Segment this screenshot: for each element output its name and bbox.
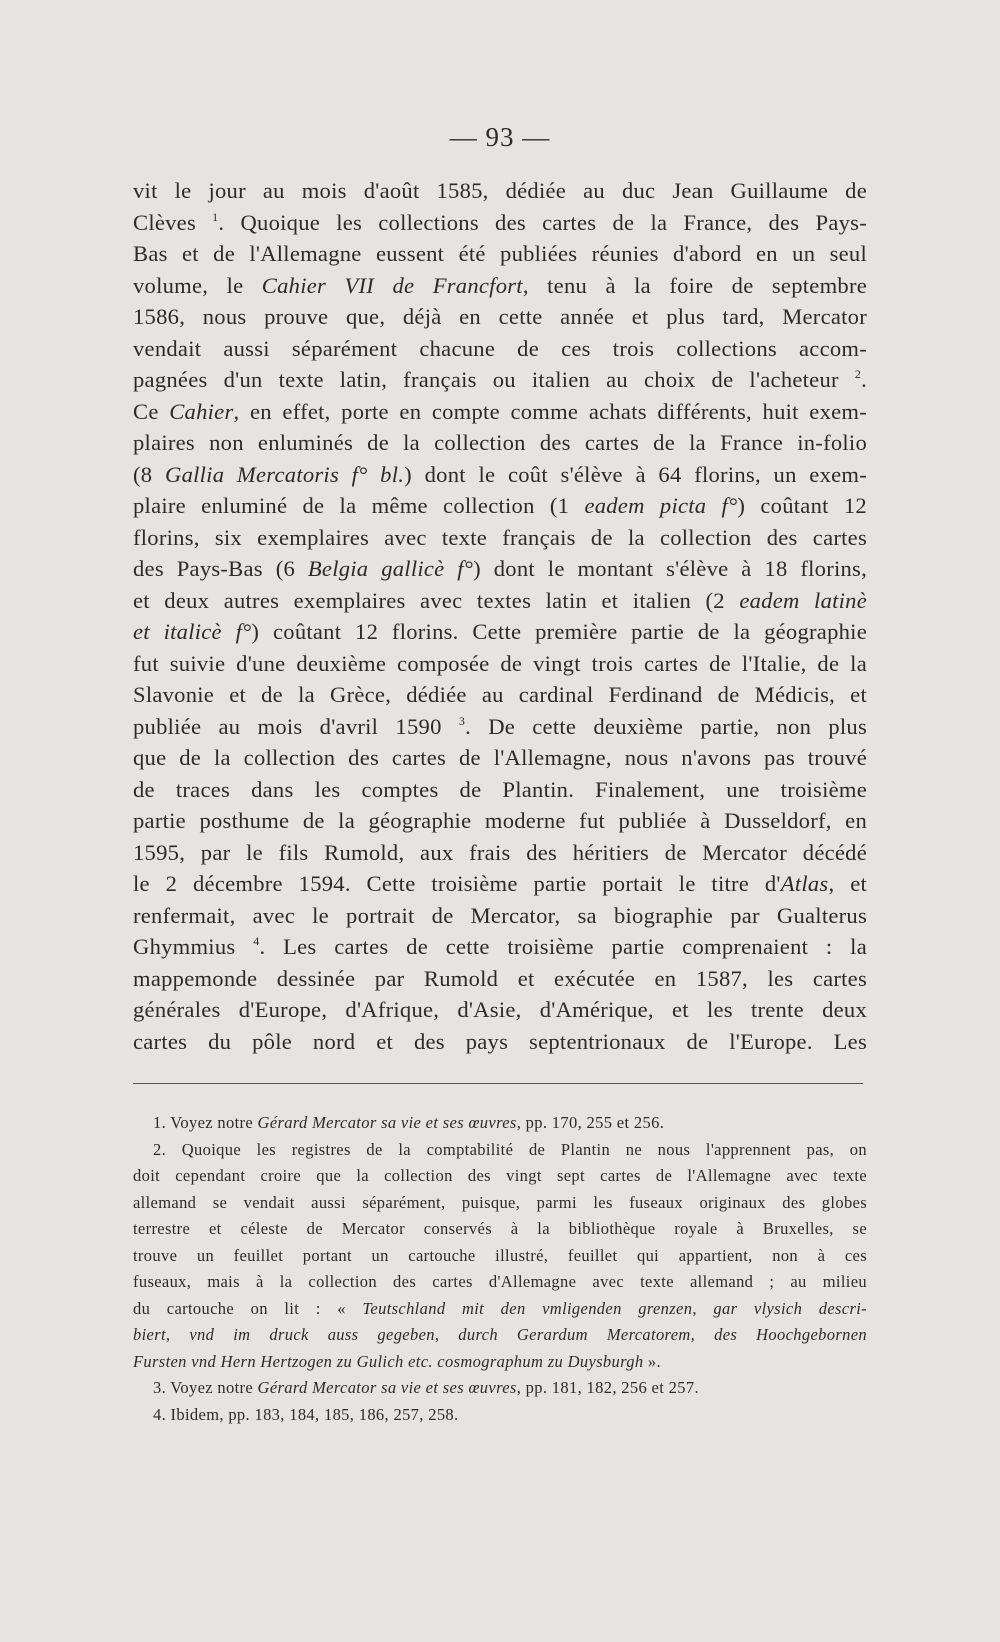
text-line	[133, 522, 867, 554]
italic-run: eadem picta f°	[584, 493, 738, 518]
text-line	[133, 553, 867, 585]
text-line	[133, 301, 867, 333]
text-run: , en effet, porte en compte comme achats différents, huit exem-	[233, 398, 867, 424]
text-line	[133, 616, 867, 648]
text-line	[133, 679, 867, 711]
text-run: terrestre et céleste de Mercator conservés à la bibliothèque royale à Bruxelles, se	[133, 1219, 867, 1238]
text-run: de traces dans les comptes de Plantin. Finalement, une troisième	[133, 776, 867, 802]
text-line	[133, 270, 867, 302]
text-line	[133, 207, 867, 239]
page-number: — 93 —	[449, 122, 551, 152]
text-line	[133, 837, 867, 869]
footnote-line	[133, 1190, 867, 1217]
italic-run: eadem latinè	[739, 587, 867, 613]
text-run: Clèves	[133, 209, 213, 235]
italic-run: Gérard Mercator sa vie et ses œuvres	[257, 1378, 517, 1397]
text-run: et deux autres exemplaires avec textes latin et italien (2	[133, 587, 740, 613]
text-run: .	[861, 367, 867, 392]
text-line	[133, 774, 867, 806]
text-run: , et	[828, 871, 868, 896]
text-run: ) coûtant 12 florins. Cette première partie de la géographie	[251, 619, 867, 644]
italic-run: biert, vnd im druck auss gegeben, durch Gerardum Mercatorem, des Hoochgebornen	[133, 1325, 867, 1344]
text-line	[133, 427, 867, 459]
text-run: Bas et de l'Allemagne eussent été publiées réunies d'abord en un seul	[133, 241, 867, 266]
footnote-marker: 1	[212, 209, 219, 224]
text-line	[133, 994, 867, 1026]
text-run: que de la collection des cartes de l'Allemagne, nous n'avons pas trouvé	[133, 745, 867, 770]
text-run: 4. Ibidem, pp. 183, 184, 185, 186, 257, 258.	[153, 1404, 459, 1424]
text-run: 1586, nous prouve que, déjà en cette année et plus tard, Mercator	[133, 304, 867, 329]
italic-run: Cahier VII de Francfort	[261, 272, 523, 298]
italic-run: Belgia gallicè f°	[307, 556, 474, 581]
text-run: Slavonie et de la Grèce, dédiée au cardinal Ferdinand de Médicis, et	[133, 682, 867, 707]
italic-run: Fursten vnd Hern Hertzogen zu Gulich etc. cosmographum zu Duysburgh	[133, 1351, 644, 1371]
text-run: ) dont le montant s'élève à 18 florins,	[473, 556, 867, 581]
text-run: 1595, par le fils Rumold, aux frais des héritiers de Mercator décédé	[133, 839, 867, 865]
text-line	[133, 585, 867, 617]
text-run: générales d'Europe, d'Afrique, d'Asie, d'Amérique, et les trente deux	[133, 997, 867, 1022]
text-run: vendait aussi séparément chacune de ces trois collections accom-	[133, 335, 867, 361]
text-run: le 2 décembre 1594. Cette troisième partie portait le titre d'	[133, 871, 781, 896]
footnote-line	[133, 1322, 867, 1349]
text-run: des Pays-Bas (6	[133, 556, 308, 581]
text-line	[133, 648, 867, 680]
text-run: 3. Voyez notre	[153, 1378, 258, 1397]
text-run: . Quoique les collections des cartes de la France, des Pays-	[218, 209, 867, 235]
text-run: fut suivie d'une deuxième composée de vingt trois cartes de l'Italie, de la	[133, 650, 867, 676]
text-line	[133, 1026, 867, 1058]
text-run: volume, le	[133, 272, 262, 298]
text-run: ) coûtant 12	[737, 493, 867, 518]
text-run: publiée au mois d'avril 1590	[133, 713, 459, 739]
text-line	[133, 490, 867, 522]
text-run: Ce	[133, 398, 170, 424]
footnote-line	[133, 1110, 867, 1137]
text-line	[133, 931, 867, 963]
text-line	[133, 805, 867, 837]
footnotes	[133, 1110, 867, 1428]
footnote-line	[133, 1296, 867, 1323]
text-run: ».	[643, 1351, 662, 1371]
footnote-line	[133, 1269, 867, 1296]
text-line	[133, 238, 867, 270]
text-run: florins, six exemplaires avec texte français de la collection des cartes	[133, 524, 867, 550]
footnote-line	[133, 1243, 867, 1270]
text-run: doit cependant croire que la collection des vingt sept cartes de l'Allemagne avec texte	[133, 1166, 867, 1185]
italic-run: Gérard Mercator sa vie et ses œuvres	[257, 1113, 517, 1132]
footnote-line	[133, 1402, 867, 1429]
text-line	[133, 459, 867, 491]
italic-run: Cahier	[169, 398, 234, 424]
text-run: 1. Voyez notre	[153, 1113, 258, 1132]
text-line	[133, 364, 867, 396]
footnote-line	[133, 1216, 867, 1243]
text-run: allemand se vendait aussi séparément, puisque, parmi les fuseaux originaux des globes	[133, 1192, 867, 1212]
text-run: . De cette deuxième partie, non plus	[465, 713, 868, 739]
text-line	[133, 868, 867, 900]
text-run: partie posthume de la géographie moderne fut publiée à Dusseldorf, en	[133, 808, 867, 833]
text-run: plaires non enluminés de la collection des cartes de la France in-folio	[133, 430, 867, 455]
footnote-line	[133, 1163, 867, 1190]
italic-run: et italicè f°	[133, 619, 252, 644]
text-run: (8	[133, 461, 166, 487]
text-run: ) dont le coût s'élève à 64 florins, un exem-	[404, 461, 867, 487]
text-run: fuseaux, mais à la collection des cartes d'Allemagne avec texte allemand ; au milieu	[133, 1272, 867, 1291]
text-run: , pp. 170, 255 et 256.	[516, 1113, 665, 1132]
text-run: plaire enluminé de la même collection (1	[133, 493, 585, 518]
text-run: , pp. 181, 182, 256 et 257.	[516, 1378, 699, 1397]
text-run: Ghymmius	[133, 934, 254, 959]
text-line	[133, 396, 867, 428]
italic-run: Teutschland mit den vmligenden grenzen, gar vlysich descri-	[362, 1298, 867, 1318]
text-line	[133, 742, 867, 774]
footnote-marker: 2	[854, 367, 862, 381]
footnote-line	[133, 1375, 867, 1402]
italic-run: Gallia Mercatoris f° bl.	[165, 461, 405, 487]
footnote-line	[133, 1137, 867, 1164]
text-run: . Les cartes de cette troisième partie comprenaient : la	[259, 934, 867, 959]
footnote-marker: 4	[253, 934, 260, 948]
text-run: mappemonde dessinée par Rumold et exécutée en 1587, les cartes	[133, 965, 867, 991]
text-run: vit le jour au mois d'août 1585, dédiée au duc Jean Guillaume de	[133, 178, 867, 203]
text-line	[133, 711, 867, 743]
text-run: pagnées d'un texte latin, français ou italien au choix de l'acheteur	[133, 367, 855, 392]
text-line	[133, 963, 867, 995]
footnote-rule	[133, 1083, 863, 1084]
text-run: , tenu à la foire de septembre	[522, 272, 867, 298]
text-line	[133, 900, 867, 932]
italic-run: Atlas	[780, 871, 829, 896]
text-run: cartes du pôle nord et des pays septentrionaux de l'Europe. Les	[133, 1028, 867, 1054]
text-line	[133, 175, 867, 207]
text-run: du cartouche on lit : «	[133, 1298, 363, 1318]
footnote-line	[133, 1349, 867, 1376]
footnote-marker: 3	[458, 713, 466, 728]
text-run: trouve un feuillet portant un cartouche illustré, feuillet qui appartient, non à ces	[133, 1245, 867, 1265]
body-text	[133, 175, 867, 1057]
text-run: renfermait, avec le portrait de Mercator, sa biographie par Gualterus	[133, 902, 867, 928]
text-run: 2. Quoique les registres de la comptabilité de Plantin ne nous l'apprennent pas, on	[153, 1139, 867, 1159]
text-line	[133, 333, 867, 365]
